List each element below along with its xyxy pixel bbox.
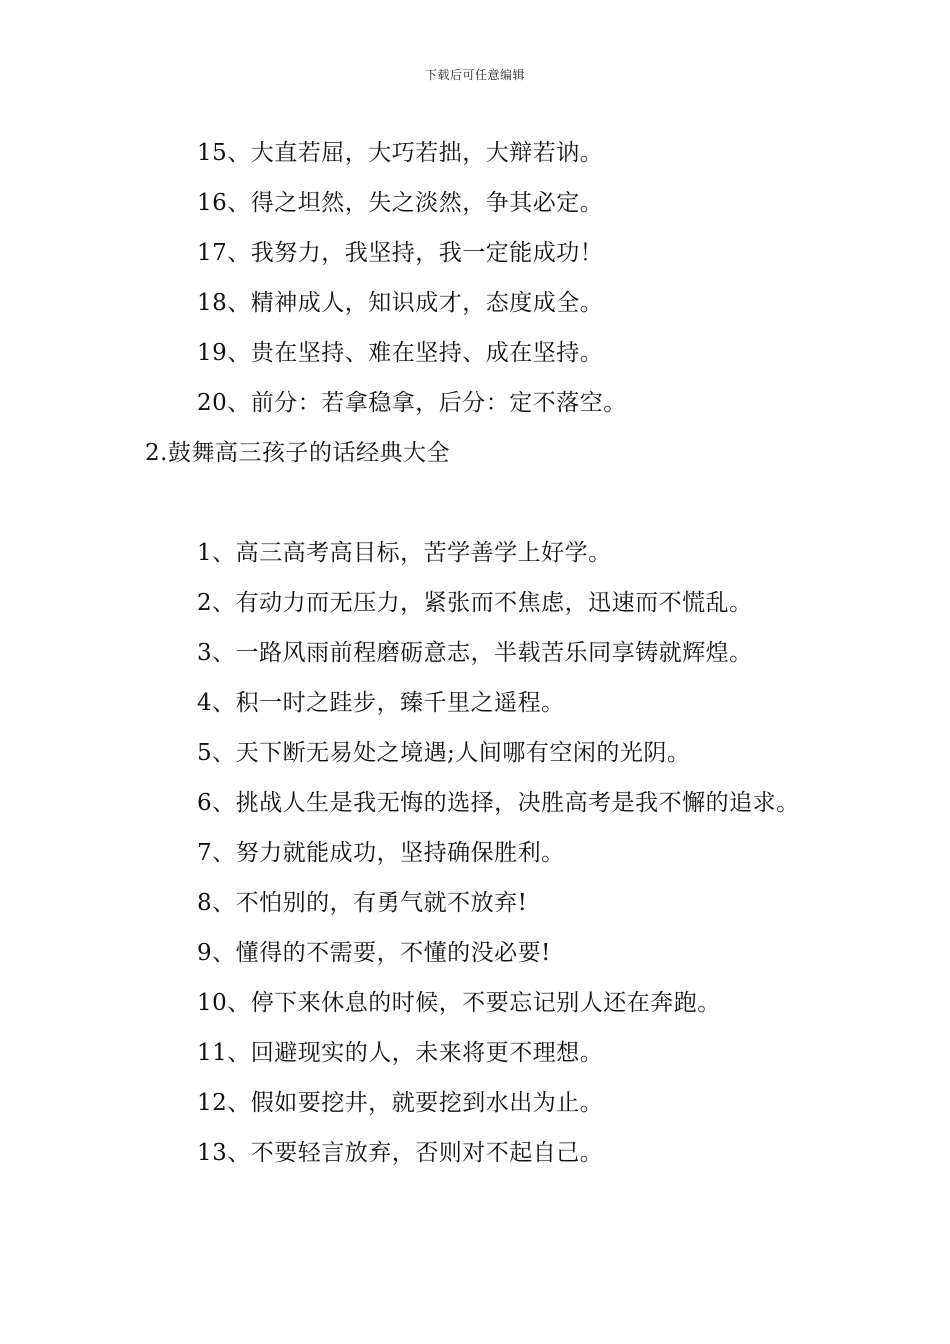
list-item: 2、有动力而无压力，紧张而不焦虑，迅速而不慌乱。 <box>197 590 753 616</box>
document-body <box>145 128 810 1178</box>
list-item: 4、积一时之跬步，臻千里之遥程。 <box>197 690 565 716</box>
list-item: 7、努力就能成功，坚持确保胜利。 <box>197 840 565 866</box>
list-item: 20、前分：若拿稳拿，后分：定不落空。 <box>197 390 627 416</box>
list-item: 12、假如要挖井，就要挖到水出为止。 <box>197 1090 604 1116</box>
list-item: 17、我努力，我坚持，我一定能成功！ <box>197 240 604 266</box>
section-heading: 2.鼓舞高三孩子的话经典大全 <box>145 440 450 466</box>
list-item: 19、贵在坚持、难在坚持、成在坚持。 <box>197 340 604 366</box>
list-item: 6、挑战人生是我无悔的选择，决胜高考是我不懈的追求。 <box>197 790 800 816</box>
list-item: 13、不要轻言放弃，否则对不起自己。 <box>197 1140 604 1166</box>
list-item: 10、停下来休息的时候，不要忘记别人还在奔跑。 <box>197 990 721 1016</box>
list-item: 8、不怕别的，有勇气就不放弃! <box>197 890 528 916</box>
list-item: 3、一路风雨前程磨砺意志，半载苦乐同享铸就辉煌。 <box>197 640 753 666</box>
list-item: 15、大直若屈，大巧若拙，大辩若讷。 <box>197 140 604 166</box>
list-item: 9、懂得的不需要，不懂的没必要! <box>197 940 551 966</box>
list-item: 18、精神成人，知识成才，态度成全。 <box>197 290 604 316</box>
page-header: 下载后可任意编辑 <box>424 68 525 82</box>
list-item: 16、得之坦然，失之淡然，争其必定。 <box>197 190 604 216</box>
list-item: 11、回避现实的人，未来将更不理想。 <box>197 1040 604 1066</box>
list-item: 5、天下断无易处之境遇;人间哪有空闲的光阴。 <box>197 740 691 766</box>
blank-line <box>145 478 810 528</box>
list-item: 1、高三高考高目标，苦学善学上好学。 <box>197 540 612 566</box>
